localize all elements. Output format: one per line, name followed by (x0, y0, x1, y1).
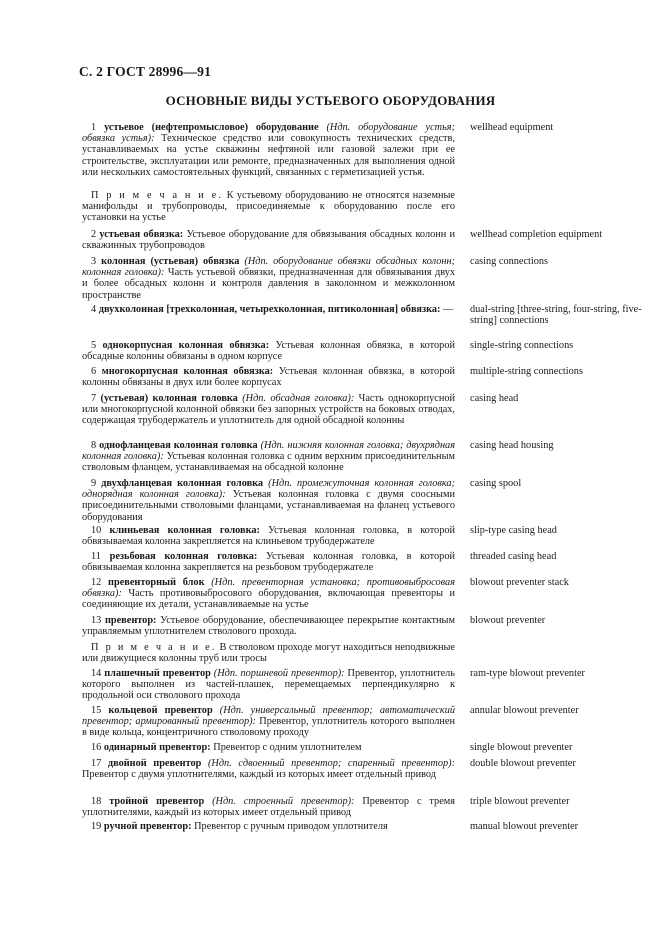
term-entry (82, 393, 455, 427)
term-synonyms: (Ндп. поршневой превентор): (213, 668, 345, 679)
term-definition: Часть однокорпусной или многокорпусной колонной обвязки без запорных устройств на боковых отводах, содержащая трубодержатель и уплотнитель для одной обсадной колонны (82, 393, 456, 427)
term-synonyms: (Ндп. универсальный превентор; автоматический превентор; армированный превентор): (82, 705, 456, 728)
term-definition: — (443, 304, 454, 315)
term-definition: Превентор с одним уплотнителем (213, 742, 362, 753)
term-entry (82, 758, 455, 780)
term-name: устьевая обвязка: (99, 229, 184, 240)
term-name: однокорпусная колонная обвязка: (102, 340, 270, 351)
term-number: 6 (91, 366, 97, 377)
term-synonyms: (Ндп. обсадная головка): (242, 393, 355, 404)
term-number: 1 (91, 122, 97, 133)
term-definition: Часть устьевой обвязки, предназначенная для обвязывания двух и более обсадных колонн и контроля давления в заколонном и межколонном пространстве (82, 267, 456, 301)
term-number: 17 (91, 758, 102, 769)
term-name: многокорпусная колонная обвязка: (101, 366, 274, 377)
term-name: ручной превентор: (103, 821, 192, 832)
english-equivalent: threaded casing head (470, 551, 557, 562)
term-name: тройной превентор (109, 796, 205, 807)
term-number: 13 (91, 615, 102, 626)
term-synonyms: (Ндп. нижняя колонная головка; двухрядная колонная головка): (82, 440, 455, 463)
term-name: колонная (устьевая) обвязка (101, 256, 240, 267)
term-definition: Превентор с двумя уплотнителями, каждый из которых имеет отдельный привод (82, 769, 436, 781)
term-entry (82, 668, 455, 702)
term-name: однофланцевая колонная головка (99, 440, 258, 451)
term-name: плашечный превентор (104, 668, 211, 679)
term-number: 16 (91, 742, 102, 753)
english-equivalent: blowout preventer (470, 615, 546, 626)
term-definition: Превентор с ручным приводом уплотнителя (194, 821, 388, 832)
term-number: 15 (91, 705, 102, 716)
term-entry (82, 122, 455, 178)
term-definition: Устьевая колонная обвязка, в которой колонны обвязаны в двух или более корпусах (82, 366, 456, 389)
english-equivalent: wellhead completion equipment (470, 229, 603, 240)
term-entry (82, 742, 455, 753)
term-definition: Устьевая колонная головка, в которой обвязываемая колонна закрепляется на клиньевом трубодержателе (82, 525, 456, 548)
term-entry (82, 551, 455, 573)
english-equivalent: double blowout preventer (470, 758, 576, 769)
term-number: 10 (91, 525, 102, 536)
english-equivalent: slip-type casing head (470, 525, 557, 536)
term-number: 18 (91, 796, 102, 807)
note-paragraph (82, 642, 455, 664)
term-entry (82, 796, 455, 818)
term-definition: Устьевая колонная обвязка, в которой обсадные колонны обвязаны в одном корпусе (82, 340, 455, 363)
term-number: 11 (91, 551, 101, 562)
term-entry (82, 615, 455, 637)
note-text: В стволовом проходе могут находиться неподвижные или движущиеся колонны труб или тросы (82, 642, 456, 665)
english-equivalent: casing head housing (470, 440, 554, 451)
term-number: 7 (91, 393, 97, 404)
english-equivalent: manual blowout preventer (470, 821, 579, 832)
term-name: устьевое (нефтепромысловое) оборудование (104, 122, 319, 133)
term-number: 8 (91, 440, 97, 451)
term-entry (82, 577, 455, 611)
english-equivalent: wellhead equipment (470, 122, 554, 133)
term-name: клиньевая колонная головка: (109, 525, 260, 536)
term-entry (82, 705, 455, 739)
term-definition: Превентор, уплотнитель которого выполнен в виде кольца, концентричного стволовому проходу (82, 716, 455, 739)
term-number: 5 (91, 340, 97, 351)
term-entry (82, 340, 455, 362)
term-name: резьбовая колонная головка: (109, 551, 258, 562)
term-synonyms: (Ндп. оборудование обвязки обсадных колонн; колонная головка): (82, 256, 455, 279)
term-definition: Часть противовыбросового оборудования, включающая превенторы и соединяющие их детали, устанавливаемые на устье (82, 588, 455, 611)
english-equivalent: casing spool (470, 478, 522, 489)
term-entry (82, 525, 455, 547)
term-name: двухфланцевая колонная головка (101, 478, 264, 489)
term-number: 3 (91, 256, 97, 267)
note-paragraph (82, 190, 455, 224)
term-name: (устьевая) колонная головка (100, 393, 238, 404)
term-name: двухколонная [трехколонная, четырехколонная, пятиколонная] обвязка: (98, 304, 441, 315)
note-label: П р и м е ч а н и е. (91, 190, 224, 201)
term-name: кольцевой превентор (108, 705, 213, 716)
english-equivalent: casing connections (470, 256, 549, 267)
term-synonyms: (Ндп. строенный превентор): (212, 796, 355, 807)
term-number: 14 (91, 668, 102, 679)
term-name: превенторный блок (108, 577, 205, 588)
term-number: 4 (91, 304, 97, 315)
term-synonyms: (Ндп. оборудование устья; обвязка устья): (82, 122, 456, 145)
term-entry (82, 366, 455, 388)
english-equivalent: annular blowout preventer (470, 705, 579, 716)
note-label: П р и м е ч а н и е. (91, 642, 217, 653)
english-equivalent: blowout preventer stack (470, 577, 569, 588)
term-name: превентор: (104, 615, 157, 626)
term-definition: Превентор с тремя уплотнителями, каждый из которых имеет отдельный привод (82, 796, 456, 819)
english-equivalent: single-string connections (470, 340, 574, 351)
term-synonyms: (Ндп. сдвоенный превентор; спаренный превентор): (207, 758, 455, 769)
term-entry (82, 229, 455, 251)
term-entry (82, 478, 455, 523)
term-entry (82, 256, 455, 301)
term-definition: Устьевая колонная головка с одним верхним присоединительным стволовым фланцем, устанавливаемая на обсадной колонне (82, 451, 455, 474)
term-number: 12 (91, 577, 102, 588)
english-equivalent: single blowout preventer (470, 742, 573, 753)
english-equivalent: casing head (470, 393, 519, 404)
section-title: ОСНОВНЫЕ ВИДЫ УСТЬЕВОГО ОБОРУДОВАНИЯ (165, 93, 496, 108)
term-number: 9 (91, 478, 97, 489)
term-name: двойной превентор (107, 758, 202, 769)
term-number: 19 (91, 821, 102, 832)
term-synonyms: (Ндп. превенторная установка; противовыбросовая обвязка): (82, 577, 455, 600)
term-entry (82, 821, 455, 832)
english-equivalent: triple blowout preventer (470, 796, 570, 807)
term-definition: Устьевая колонная головка с двумя соосными присоединительными стволовыми фланцами, устанавливаемая на фланец устьевого оборудования (82, 489, 455, 523)
term-synonyms: (Ндп. промежуточная колонная головка; однорядная колонная головка): (82, 478, 455, 501)
term-definition: Превентор, уплотнитель которого выполнен из частей-плашек, перемещаемых перпендикулярно к продольной оси стволового прохода (82, 668, 455, 702)
term-definition: Устьевое оборудование для обвязывания обсадных колонн и скважинных трубопроводов (82, 229, 456, 252)
english-equivalent: dual-string [three-string, four-string, five-string] connections (470, 304, 642, 327)
page-header: С. 2 ГОСТ 28996—91 (79, 64, 212, 79)
term-number: 2 (91, 229, 97, 240)
note-text: К устьевому оборудованию не относятся наземные манифольды и трубопроводы, присоединяемые к оборудованию после его установки на устье (82, 190, 456, 224)
english-equivalent: multiple-string connections (470, 366, 583, 377)
english-equivalent: ram-type blowout preventer (470, 668, 585, 679)
term-entry (82, 304, 455, 315)
term-definition: Устьевая колонная головка, в которой обвязываемая колонна закрепляется на резьбовом трубодержателе (82, 551, 455, 574)
term-definition: Техническое средство или совокупность технических средств, устанавливаемых на устье скважины нефтяной или газовой залежи при ее строительстве, эксплуатации или ремонте, предназначенных для выполнения одной или нескольких самостоятельных функций, связанных с герметизацией устья. (82, 133, 455, 178)
term-definition: Устьевое оборудование, обеспечивающее перекрытие контактным управляемым уплотнителем стволового прохода. (82, 615, 455, 638)
term-entry (82, 440, 455, 474)
term-name: одинарный превентор: (103, 742, 211, 753)
